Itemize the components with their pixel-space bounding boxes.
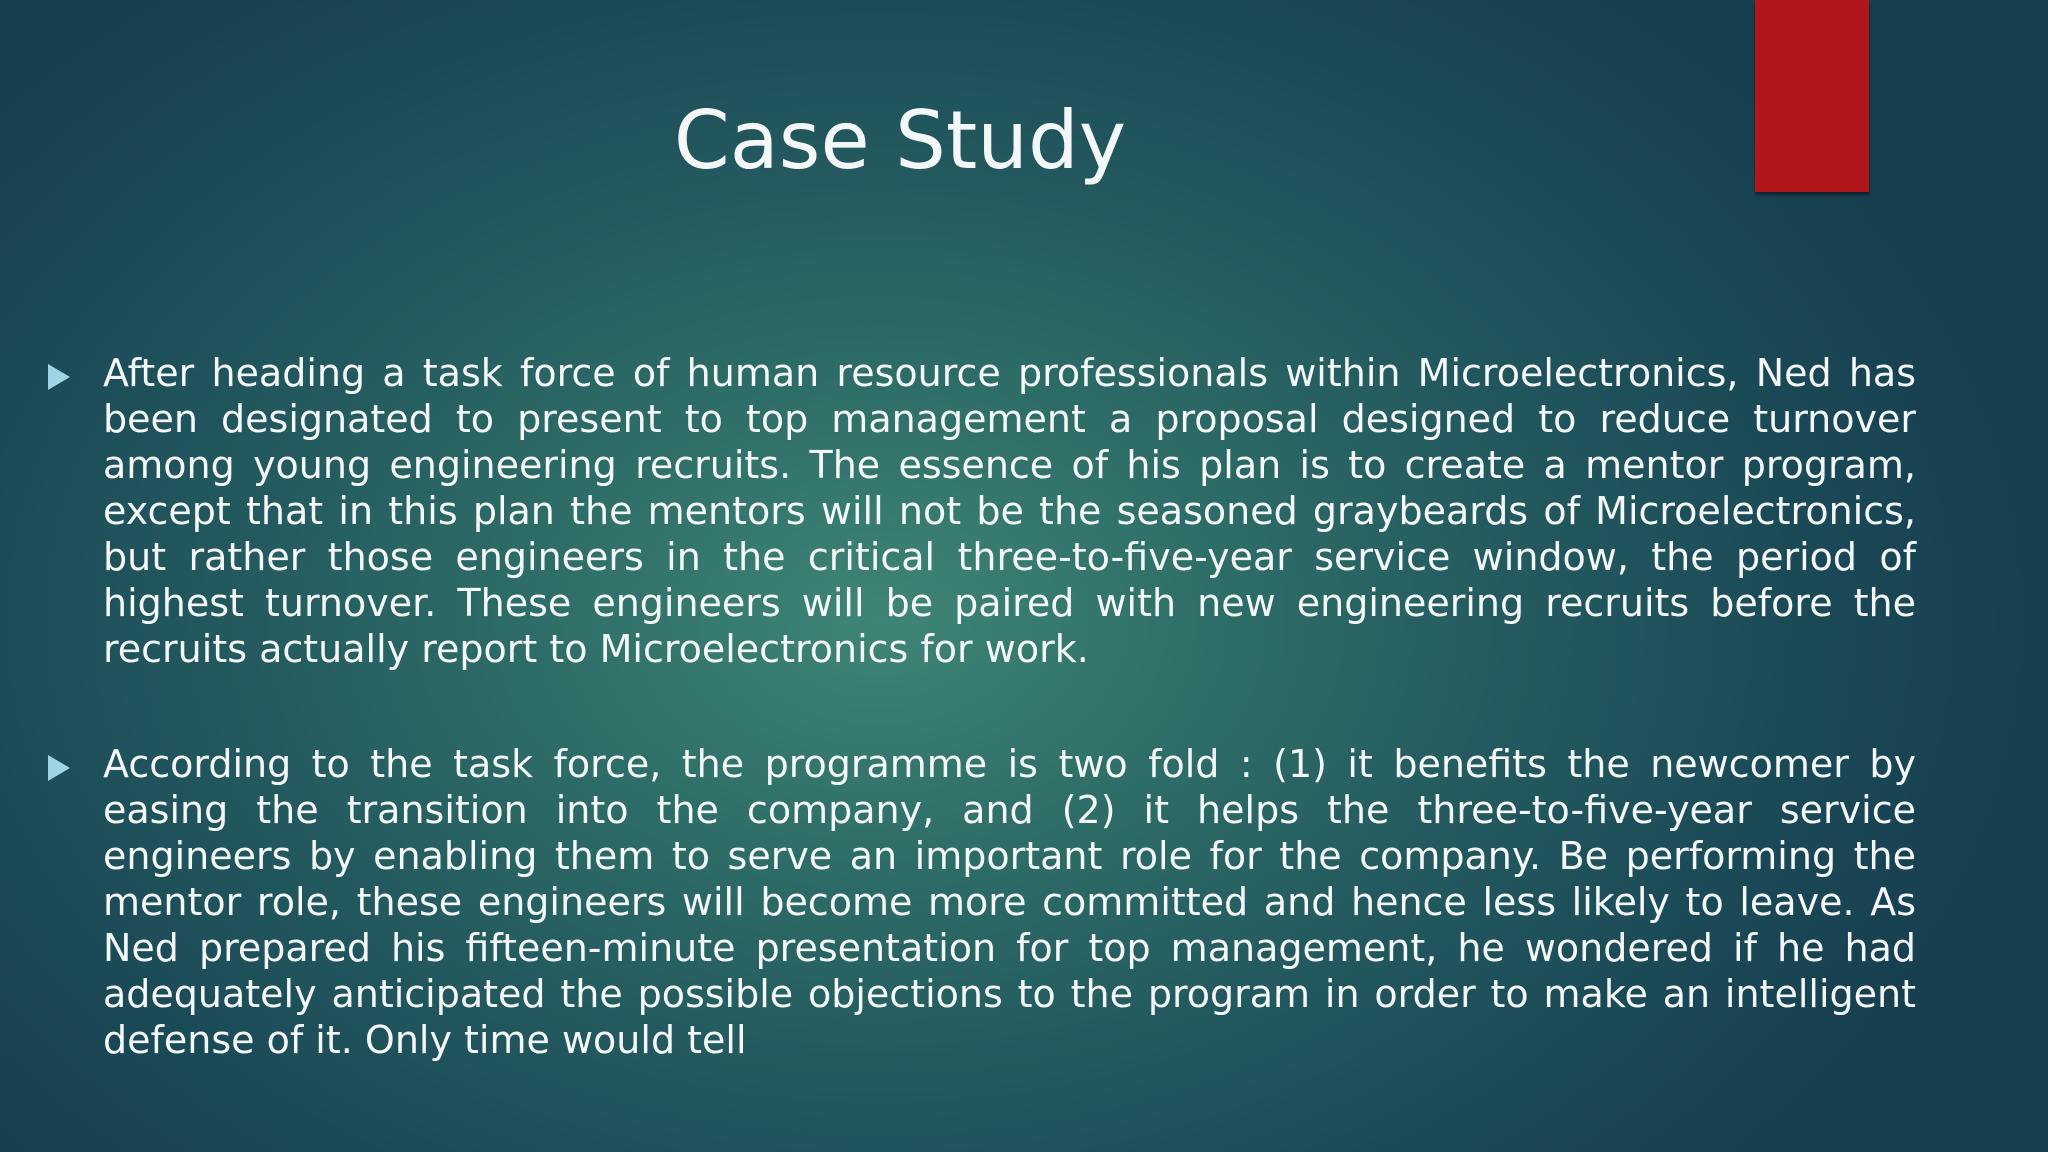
triangle-bullet-icon	[48, 755, 70, 781]
bullet-item	[44, 350, 1916, 672]
bullet-text: After heading a task force of human resource professionals within Microelectronics, Ned has been designated to present to top management a proposal designed to reduce turnover among young engineering recruits. The essence of his plan is to create a mentor program, except that in this plan the mentors will not be the seasoned graybeards of Microelectronics, but rather those engineers in the critical three-to-five-year service window, the period of highest turnover. These engineers will be paired with new engineering recruits before the recruits actually report to Microelectronics for work.	[103, 351, 1916, 671]
bullet-item	[44, 741, 1916, 1063]
accent-bar	[1755, 0, 1869, 192]
bullet-text: According to the task force, the programme is two fold : (1) it benefits the newcomer by easing the transition into the company, and (2) it helps the three-to-five-year service engineers by enabling them to serve an important role for the company. Be performing the mentor role, these engineers will become more committed and hence less likely to leave. As Ned prepared his fifteen-minute presentation for top management, he wondered if he had adequately anticipated the possible objections to the program in order to make an intelligent defense of it. Only time would tell	[103, 742, 1916, 1062]
slide-title: Case Study	[673, 94, 1127, 187]
slide-content	[44, 350, 1916, 1132]
triangle-bullet-icon	[48, 364, 70, 390]
